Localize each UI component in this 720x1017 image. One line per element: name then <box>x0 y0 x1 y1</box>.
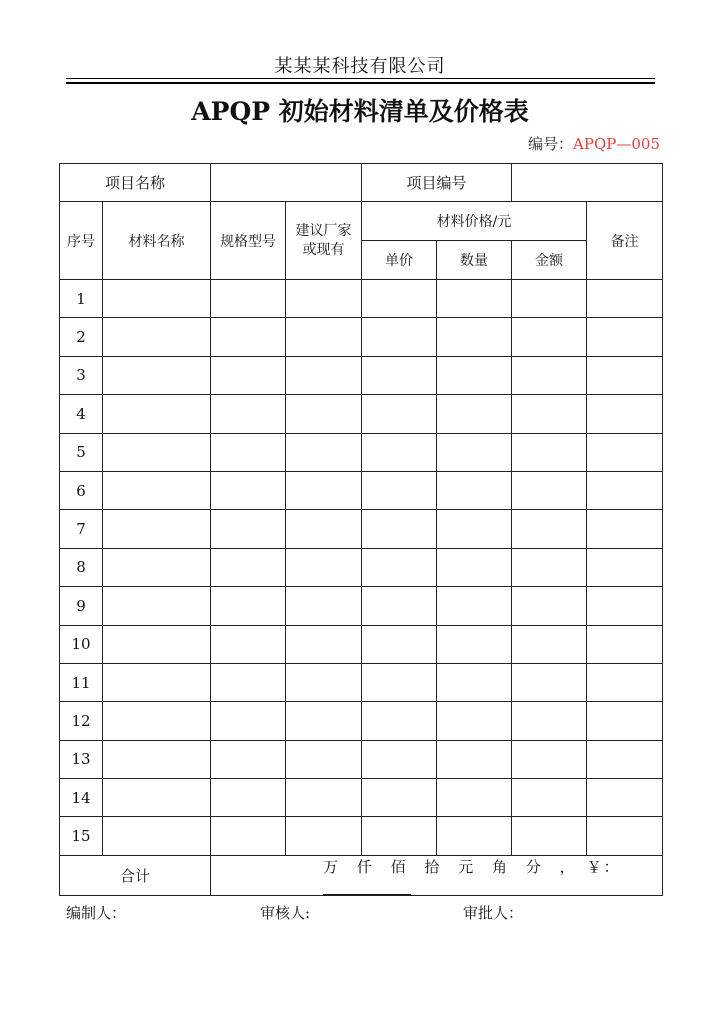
remark-cell[interactable] <box>587 280 663 318</box>
quantity-cell[interactable] <box>437 817 512 855</box>
unit-wan: 万 <box>323 857 341 876</box>
material-name-cell[interactable] <box>103 702 211 740</box>
material-name-cell[interactable] <box>103 471 211 509</box>
amount-cell[interactable] <box>512 510 587 548</box>
material-name-cell[interactable] <box>103 663 211 701</box>
quantity-cell[interactable] <box>437 740 512 778</box>
spec-cell[interactable] <box>211 625 286 663</box>
material-name-cell[interactable] <box>103 548 211 586</box>
supplier-cell[interactable] <box>286 433 362 471</box>
row-number: 5 <box>60 433 103 471</box>
quantity-cell[interactable] <box>437 510 512 548</box>
project-number-label: 项目编号 <box>362 164 512 202</box>
material-name-cell[interactable] <box>103 356 211 394</box>
amount-cell[interactable] <box>512 779 587 817</box>
spec-cell[interactable] <box>211 510 286 548</box>
material-name-cell[interactable] <box>103 740 211 778</box>
table-row <box>60 625 663 663</box>
table-row <box>60 395 663 433</box>
yen-label: ￥： <box>586 857 621 876</box>
table-row <box>60 433 663 471</box>
amount-cell[interactable] <box>512 356 587 394</box>
project-name-label: 项目名称 <box>60 164 211 202</box>
column-header-row <box>60 202 663 241</box>
remark-cell[interactable] <box>587 740 663 778</box>
header-unit-price: 单价 <box>362 241 437 280</box>
project-number-field[interactable] <box>512 164 663 202</box>
header-spec-model: 规格型号 <box>211 202 286 280</box>
table-row <box>60 471 663 509</box>
supplier-cell[interactable] <box>286 625 362 663</box>
supplier-cell[interactable] <box>286 587 362 625</box>
row-number: 14 <box>60 779 103 817</box>
table-row <box>60 280 663 318</box>
unit-price-cell[interactable] <box>362 318 437 356</box>
spec-cell[interactable] <box>211 318 286 356</box>
reviewed-by-label: 审核人: <box>260 904 311 922</box>
unit-yuan: 元 <box>458 857 476 876</box>
row-number: 13 <box>60 740 103 778</box>
table-row <box>60 587 663 625</box>
material-name-cell[interactable] <box>103 280 211 318</box>
quantity-cell[interactable] <box>437 625 512 663</box>
material-name-cell[interactable] <box>103 817 211 855</box>
spec-cell[interactable] <box>211 817 286 855</box>
header-rule-thin <box>66 78 655 79</box>
header-amount: 金额 <box>512 241 587 280</box>
remark-cell[interactable] <box>587 702 663 740</box>
material-name-cell[interactable] <box>103 510 211 548</box>
table-row <box>60 356 663 394</box>
supplier-cell[interactable] <box>286 817 362 855</box>
remark-cell[interactable] <box>587 471 663 509</box>
row-number: 11 <box>60 663 103 701</box>
row-number: 6 <box>60 471 103 509</box>
unit-price-cell[interactable] <box>362 395 437 433</box>
row-number: 1 <box>60 280 103 318</box>
spec-cell[interactable] <box>211 702 286 740</box>
document-title: APQP 初始材料清单及价格表 <box>191 97 529 126</box>
table-row <box>60 817 663 855</box>
spec-cell[interactable] <box>211 548 286 586</box>
project-name-field[interactable] <box>211 164 362 202</box>
unit-fen: 分 <box>525 857 543 876</box>
table-row <box>60 779 663 817</box>
prepared-by-label: 编制人： <box>66 904 127 922</box>
header-supplier-line2: 或现有 <box>302 241 345 258</box>
remark-cell[interactable] <box>587 587 663 625</box>
spec-cell[interactable] <box>211 587 286 625</box>
table-row <box>60 663 663 701</box>
approved-by-label: 审批人： <box>463 904 524 922</box>
spec-cell[interactable] <box>211 779 286 817</box>
quantity-cell[interactable] <box>437 395 512 433</box>
row-number: 10 <box>60 625 103 663</box>
spec-cell[interactable] <box>211 740 286 778</box>
supplier-cell[interactable] <box>286 702 362 740</box>
table-row <box>60 702 663 740</box>
supplier-cell[interactable] <box>286 663 362 701</box>
header-supplier <box>286 202 362 280</box>
material-name-cell[interactable] <box>103 433 211 471</box>
spec-cell[interactable] <box>211 395 286 433</box>
unit-shi: 拾 <box>424 857 442 876</box>
row-number: 15 <box>60 817 103 855</box>
unit-jiao: 角 <box>492 857 510 876</box>
remark-cell[interactable] <box>587 548 663 586</box>
table-row <box>60 318 663 356</box>
supplier-cell[interactable] <box>286 548 362 586</box>
supplier-cell[interactable] <box>286 395 362 433</box>
amount-cell[interactable] <box>512 740 587 778</box>
total-amount-field[interactable] <box>211 855 663 895</box>
remark-cell[interactable] <box>587 663 663 701</box>
header-supplier-line1: 建议厂家 <box>295 222 352 239</box>
amount-cell[interactable] <box>512 318 587 356</box>
project-info-row <box>60 164 663 202</box>
material-name-cell[interactable] <box>103 318 211 356</box>
table-row <box>60 510 663 548</box>
unit-price-cell[interactable] <box>362 625 437 663</box>
row-number: 9 <box>60 587 103 625</box>
supplier-cell[interactable] <box>286 471 362 509</box>
amount-cell[interactable] <box>512 625 587 663</box>
supplier-cell[interactable] <box>286 280 362 318</box>
unit-price-cell[interactable] <box>362 471 437 509</box>
quantity-cell[interactable] <box>437 471 512 509</box>
amount-cell[interactable] <box>512 702 587 740</box>
material-name-cell[interactable] <box>103 395 211 433</box>
supplier-cell[interactable] <box>286 318 362 356</box>
amount-cell[interactable] <box>512 471 587 509</box>
unit-price-cell[interactable] <box>362 280 437 318</box>
total-amount-blank[interactable] <box>323 880 411 895</box>
row-number: 7 <box>60 510 103 548</box>
unit-price-cell[interactable] <box>362 779 437 817</box>
unit-price-cell[interactable] <box>362 663 437 701</box>
remark-cell[interactable] <box>587 625 663 663</box>
amount-cell[interactable] <box>512 663 587 701</box>
unit-price-cell[interactable] <box>362 702 437 740</box>
unit-price-cell[interactable] <box>362 356 437 394</box>
unit-price-cell[interactable] <box>362 548 437 586</box>
spec-cell[interactable] <box>211 356 286 394</box>
document-number-label: 编号： <box>528 135 574 153</box>
header-material-price: 材料价格/元 <box>362 202 587 241</box>
material-name-cell[interactable] <box>103 587 211 625</box>
amount-cell[interactable] <box>512 280 587 318</box>
unit-bai: 佰 <box>390 857 408 876</box>
spec-cell[interactable] <box>211 663 286 701</box>
quantity-cell[interactable] <box>437 356 512 394</box>
quantity-cell[interactable] <box>437 318 512 356</box>
supplier-cell[interactable] <box>286 356 362 394</box>
row-number: 2 <box>60 318 103 356</box>
supplier-cell[interactable] <box>286 779 362 817</box>
header-remark: 备注 <box>587 202 663 280</box>
quantity-cell[interactable] <box>437 548 512 586</box>
remark-cell[interactable] <box>587 318 663 356</box>
remark-cell[interactable] <box>587 779 663 817</box>
row-number: 12 <box>60 702 103 740</box>
supplier-cell[interactable] <box>286 510 362 548</box>
quantity-cell[interactable] <box>437 779 512 817</box>
material-price-table <box>59 163 663 896</box>
table-row <box>60 548 663 586</box>
spec-cell[interactable] <box>211 433 286 471</box>
header-seq: 序号 <box>60 202 103 280</box>
amount-cell[interactable] <box>512 817 587 855</box>
unit-price-cell[interactable] <box>362 510 437 548</box>
row-number: 8 <box>60 548 103 586</box>
quantity-cell[interactable] <box>437 663 512 701</box>
unit-price-cell[interactable] <box>362 587 437 625</box>
unit-price-cell[interactable] <box>362 740 437 778</box>
header-rule-thick <box>66 82 655 84</box>
spec-cell[interactable] <box>211 471 286 509</box>
supplier-cell[interactable] <box>286 740 362 778</box>
header-quantity: 数量 <box>437 241 512 280</box>
amount-cell[interactable] <box>512 433 587 471</box>
quantity-cell[interactable] <box>437 433 512 471</box>
amount-cell[interactable] <box>512 395 587 433</box>
row-number: 3 <box>60 356 103 394</box>
document-number-value: APQP—005 <box>573 135 660 153</box>
unit-qian: 仟 <box>356 857 374 876</box>
company-name: 某某某科技有限公司 <box>274 56 446 77</box>
row-number: 4 <box>60 395 103 433</box>
remark-cell[interactable] <box>587 356 663 394</box>
amount-cell[interactable] <box>512 587 587 625</box>
total-row <box>60 855 663 895</box>
unit-price-cell[interactable] <box>362 433 437 471</box>
remark-cell[interactable] <box>587 510 663 548</box>
header-material-name: 材料名称 <box>103 202 211 280</box>
material-name-cell[interactable] <box>103 625 211 663</box>
amount-cell[interactable] <box>512 548 587 586</box>
material-name-cell[interactable] <box>103 779 211 817</box>
remark-cell[interactable] <box>587 817 663 855</box>
spec-cell[interactable] <box>211 280 286 318</box>
quantity-cell[interactable] <box>437 587 512 625</box>
quantity-cell[interactable] <box>437 280 512 318</box>
quantity-cell[interactable] <box>437 702 512 740</box>
total-label: 合计 <box>60 855 211 895</box>
unit-price-cell[interactable] <box>362 817 437 855</box>
table-row <box>60 740 663 778</box>
document-number <box>528 133 660 154</box>
remark-cell[interactable] <box>587 395 663 433</box>
data-rows <box>60 280 663 856</box>
remark-cell[interactable] <box>587 433 663 471</box>
unit-comma: ， <box>559 857 577 876</box>
